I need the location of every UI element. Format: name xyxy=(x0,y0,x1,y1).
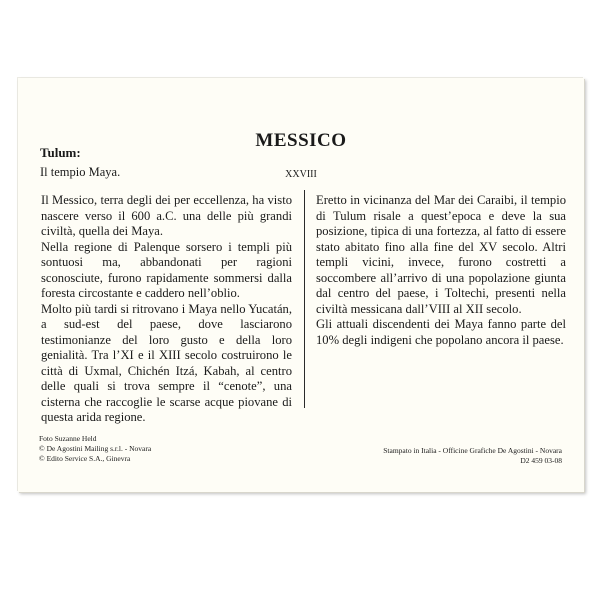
right-text-column xyxy=(316,193,566,348)
location-name: Tulum: xyxy=(40,145,81,160)
paragraph: Il Messico, terra degli dei per eccellenza, ha visto nascere verso il 600 a.C. una delle più grandi civiltà, quella dei Maya. xyxy=(41,193,292,238)
postcard-back xyxy=(18,78,584,492)
copyright-line: © Edito Service S.A., Ginevra xyxy=(39,454,131,463)
page-title: MESSICO xyxy=(255,130,347,151)
copyright-line: © De Agostini Mailing s.r.l. - Novara xyxy=(39,444,152,453)
paragraph: Molto più tardi si ritrovano i Maya nello Yucatán, a sud-est del paese, dove lasciarono testimonianze del loro gusto e della loro genialità. Tra l’XI e il XIII secolo costruirono le città di Uxmal, Chichén Itzá, Kabah, al centro delle quali si trova sempre il “cenote”, una cisterna che raccoglie le scarse acque piovane di questa arida regione. xyxy=(41,301,292,424)
printer-line: Stampato in Italia - Officine Grafiche De Agostini - Novara xyxy=(383,446,562,455)
paragraph: Eretto in vicinanza del Mar dei Caraibi, il tempio di Tulum risale a quest’epoca e deve la sua posizione, tipica di una fortezza, al fatto di essere stato abitato fino alla fine del XV secolo. Altri templi vicini, invece, furono costretti a soccombere all’arrivo di una popolazione giunta dal centro del paese, i Toltechi, presenti nella civiltà messicana dall’VIII al XII secolo. xyxy=(316,193,566,316)
card-number: XXVIII xyxy=(285,169,317,180)
photo-credit: Foto Suzanne Held xyxy=(39,434,97,443)
product-code: D2 459 03-08 xyxy=(520,456,562,465)
paragraph: Nella regione di Palenque sorsero i templi più sontuosi ma, abbandonati per ragioni sconosciute, furono rapidamente sommersi dalla foresta circostante e caddero nell’oblio. xyxy=(41,239,292,300)
photo-credits xyxy=(39,434,151,464)
column-divider xyxy=(304,190,305,408)
paragraph: Gli attuali discendenti dei Maya fanno parte del 10% degli indigeni che popolano ancora il paese. xyxy=(316,317,566,347)
location-subtitle: Il tempio Maya. xyxy=(40,165,121,179)
printer-info xyxy=(383,446,562,466)
left-text-column xyxy=(41,193,292,426)
